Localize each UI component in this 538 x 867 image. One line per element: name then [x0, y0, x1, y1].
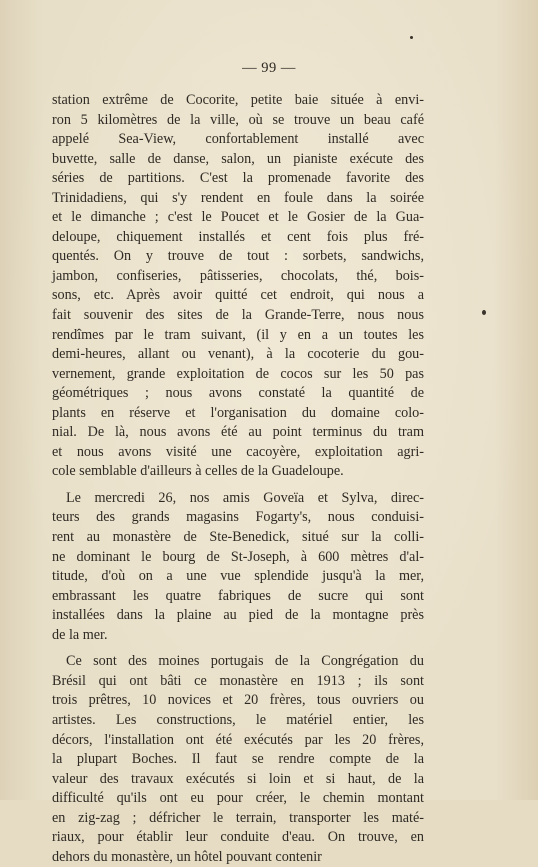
text-line: ron 5 kilomètres de la ville, où se trouve un beau café — [52, 111, 424, 128]
text-line: Le mercredi 26, nos amis Goveïa et Sylva, direc- — [66, 489, 424, 506]
text-line: dehors du monastère, un hôtel pouvant contenir — [52, 848, 322, 865]
paragraph-gap — [52, 482, 424, 489]
text-line: valeur des travaux exécutés si loin et si haut, de la — [52, 770, 424, 787]
paragraph-3 — [52, 652, 424, 867]
text-line: de la mer. — [52, 626, 108, 643]
text-line: installées dans la plaine au pied de la montagne près — [52, 607, 424, 624]
text-line: fait souvenir des sites de la Grande-Terre, nous nous — [52, 307, 424, 324]
text-line: et nous avons visité une cacoyère, exploitation agri- — [52, 443, 424, 460]
text-line: sons, etc. Après avoir quitté cet endroit, qui nous a — [52, 287, 424, 304]
text-line: teurs des grands magasins Fogarty's, nous conduisi- — [52, 509, 424, 526]
paragraph-1 — [52, 91, 424, 482]
ink-speck — [482, 310, 486, 315]
text-line: rendîmes par le tram suivant, (il y en a un toutes les — [52, 326, 424, 343]
text-line: géométriques ; nous avons constaté la quantité de — [52, 385, 424, 402]
text-line: et le dimanche ; c'est le Poucet et le Gosier de la Gua- — [52, 209, 424, 226]
text-line: en zig-zag ; défricher le terrain, transporter les maté- — [52, 809, 424, 826]
text-line: deloupe, chiquement installés et cent fois plus fré- — [52, 228, 424, 245]
text-line: Brésil qui ont bâti ce monastère en 1913 ; ils sont — [52, 672, 424, 689]
text-body — [52, 91, 424, 867]
paragraph-gap — [52, 645, 424, 652]
text-line: rent au monastère de Ste-Benedick, situé sur la colli- — [52, 529, 424, 546]
text-line: trois prêtres, 10 novices et 20 frères, tous ouvriers ou — [52, 692, 424, 709]
text-line: embrassant les quatre fabriques de sucre qui sont — [52, 587, 424, 604]
text-line: buvette, salle de danse, salon, un pianiste exécute des — [52, 150, 424, 167]
text-line: séries de partitions. C'est la promenade favorite des — [52, 170, 424, 187]
text-line: station extrême de Cocorite, petite baie située à envi- — [52, 92, 424, 108]
text-line: difficulté qu'ils ont eu pour créer, le chemin montant — [52, 790, 424, 807]
text-line: nial. De là, nous avons été au point terminus du tram — [52, 424, 424, 441]
text-line: la plupart Boches. Il faut se rendre compte de la — [52, 751, 424, 768]
ink-speck — [410, 36, 413, 39]
text-line: demi-heures, allant ou venant), à la cocoterie du gou- — [52, 346, 424, 363]
text-line: quentés. On y trouve de tout : sorbets, sandwichs, — [52, 248, 424, 265]
text-line: décors, l'installation ont été exécutés par les 20 frères, — [52, 731, 424, 748]
text-line: Ce sont des moines portugais de la Congrégation du — [66, 653, 424, 670]
text-line: riaux, pour établir leur conduite d'eau. On trouve, en — [52, 829, 424, 846]
paragraph-2 — [52, 489, 424, 645]
text-line: Trinidadiens, qui s'y rendent en foule dans la soirée — [52, 189, 424, 206]
text-line: artistes. Les constructions, le matériel entier, les — [52, 711, 424, 728]
text-line: titude, d'où on a une vue splendide jusqu'à la mer, — [52, 568, 424, 585]
text-line: vernement, grande exploitation de cocos sur les 50 pas — [52, 365, 424, 382]
page-number: — 99 — — [242, 60, 296, 76]
text-line: plants en réserve et l'organisation du domaine colo- — [52, 404, 424, 421]
text-line: cole semblable d'ailleurs à celles de la Guadeloupe. — [52, 463, 344, 480]
text-line: ne dominant le bourg de St-Joseph, à 600 mètres d'al- — [52, 548, 424, 565]
text-line: appelé Sea-View, confortablement installé avec — [52, 131, 424, 148]
text-line: jambon, confiseries, pâtisseries, chocolats, thé, bois- — [52, 267, 424, 284]
